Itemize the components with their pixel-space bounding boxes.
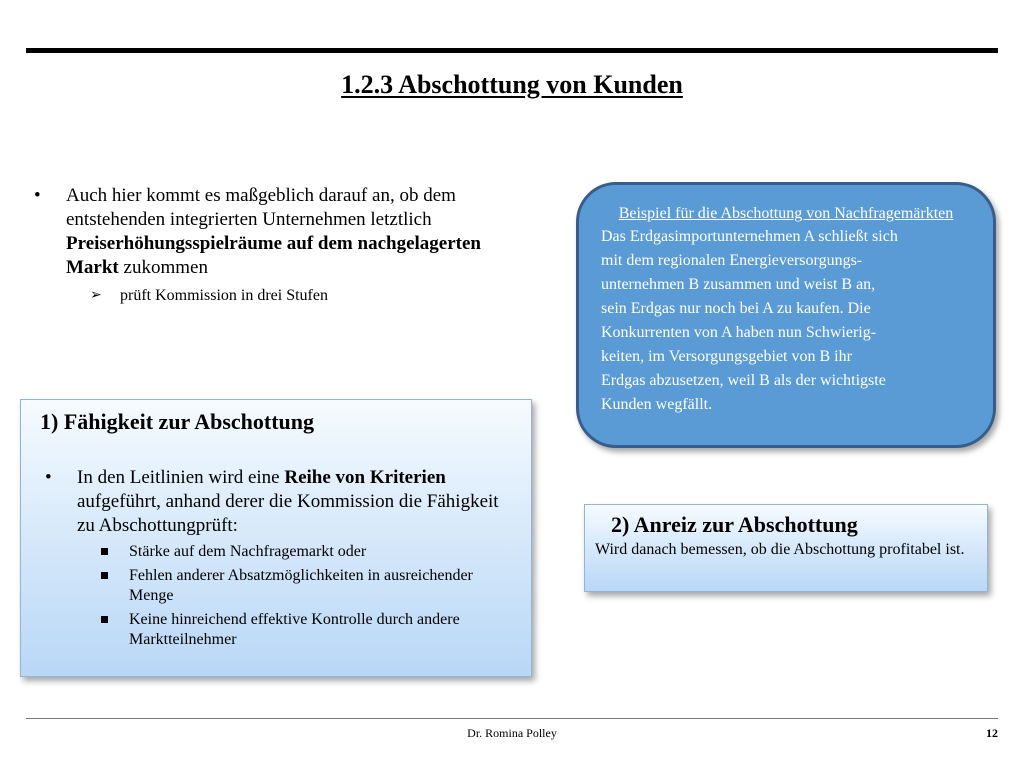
callout-line: Konkurrenten von A haben nun Schwierig- [601,324,877,341]
callout-line: mit dem regionalen Energieversorgungs- [601,252,863,269]
square-bullet-icon [101,548,108,555]
intro-text-bold: Preiserhöhungsspielräume auf dem nachgelagerten Markt [66,233,481,278]
ability-text-part2: aufgeführt, anhand derer die Kommission die Fähigkeit zu Abschottungprüft: [77,491,499,536]
ability-bullet [35,466,517,538]
criteria-item [35,566,517,606]
incentive-heading: 2) Anreiz zur Abschottung [611,512,858,537]
callout-line: unternehmen B zusammen und weist B an, [601,276,876,293]
callout-title: Beispiel für die Abschottung von Nachfragemärkten [618,205,954,222]
ability-text-bold: Reihe von Kriterien [284,467,446,488]
intro-section [30,184,510,306]
callout-line: keiten, im Versorgungsgebiet von B ihr [601,348,852,365]
callout-line: Das Erdgasimportunternehmen A schließt sich [601,228,898,245]
ability-heading: 1) Fähigkeit zur Abschottung [40,409,315,434]
intro-text-part2: zukommen [118,257,208,278]
top-rule [26,48,998,53]
arrow-bullet-icon: ➢ [90,288,102,303]
callout-line: Kunden wegfällt. [601,396,713,413]
intro-text-part1: Auch hier kommt es maßgeblich darauf an, ob dem entstehenden integrierten Unternehmen letztlich [66,185,456,230]
criteria-item [35,610,517,650]
square-bullet-icon [101,616,108,623]
footer-author: Dr. Romina Polley [467,726,557,740]
criteria-text: Fehlen anderer Absatzmöglichkeiten in ausreichender Menge [129,567,473,604]
criteria-text: Stärke auf dem Nachfragemarkt oder [129,543,367,560]
callout-line: Erdgas abzusetzen, weil B als der wichtigste [601,372,886,389]
intro-bullet [30,184,510,280]
square-bullet-icon [101,572,108,579]
example-callout [576,182,996,448]
criteria-text: Keine hinreichend effektive Kontrolle durch andere Marktteilnehmer [129,611,460,648]
criteria-item [35,542,517,562]
criteria-list [35,542,517,650]
ability-text-part1: In den Leitlinien wird eine [77,467,285,488]
callout-line: sein Erdgas nur noch bei A zu kaufen. Die [601,300,871,317]
intro-sub-text: prüft Kommission in drei Stufen [120,287,328,304]
incentive-text: Wird danach bemessen, ob die Abschottung profitabel ist. [595,541,965,558]
footer-rule [26,718,998,719]
bullet-icon: • [34,185,41,206]
callout-body [601,225,971,417]
ability-box [20,399,532,677]
slide-title: 1.2.3 Abschottung von Kunden [341,70,683,99]
incentive-box [584,504,988,592]
bullet-icon: • [45,467,52,488]
intro-sub-item [30,286,510,306]
page-number: 12 [986,726,998,740]
